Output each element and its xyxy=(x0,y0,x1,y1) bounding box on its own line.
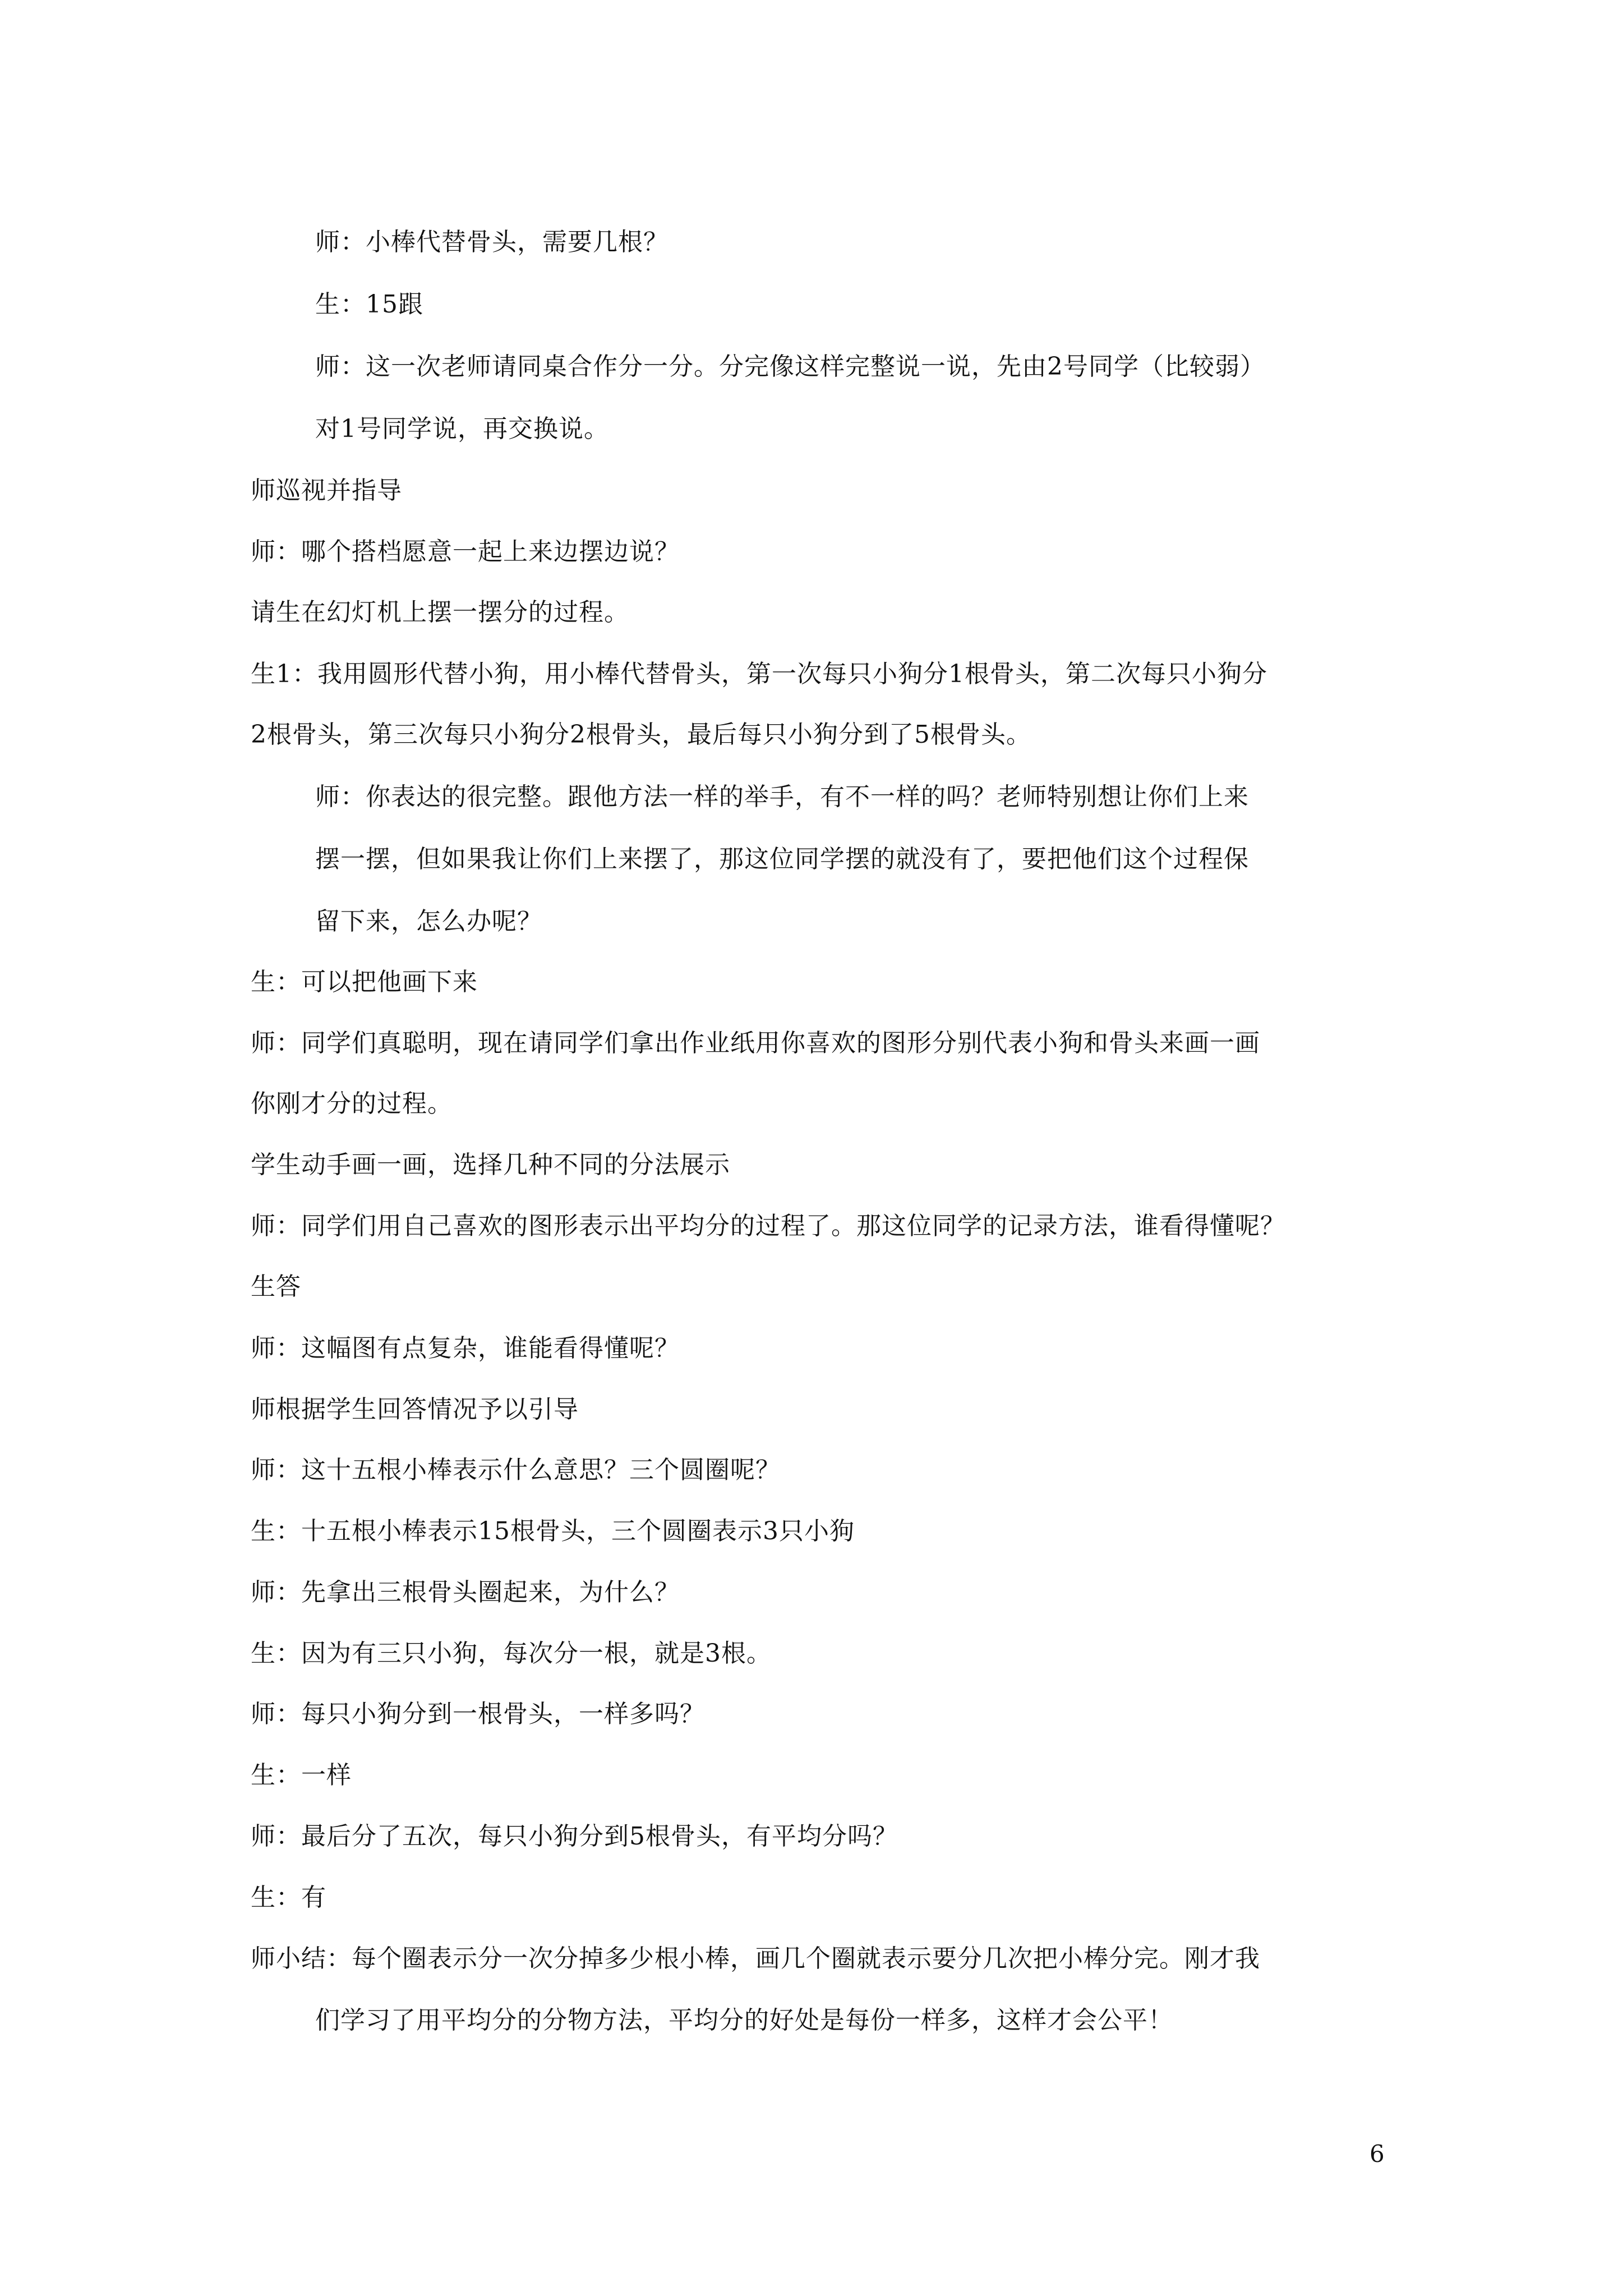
text-line: 师：这幅图有点复杂，谁能看得懂呢？ xyxy=(251,1334,680,1363)
text-line: 生1：我用圆形代替小狗，用小棒代替骨头，第一次每只小狗分1根骨头，第二次每只小狗分 xyxy=(251,660,1267,688)
text-line: 师小结：每个圈表示分一次分掉多少根小棒，画几个圈就表示要分几次把小棒分完。刚才我 xyxy=(251,1944,1260,1973)
text-line: 生：可以把他画下来 xyxy=(251,968,478,996)
text-line: 师：小棒代替骨头，需要几根？ xyxy=(315,228,668,256)
text-line: 生：一样 xyxy=(251,1761,352,1789)
text-line: 师：这一次老师请同桌合作分一分。分完像这样完整说一说，先由2号同学（比较弱） xyxy=(315,352,1265,381)
text-line: 师：最后分了五次，每只小狗分到5根骨头，有平均分吗？ xyxy=(251,1822,898,1851)
text-line: 请生在幻灯机上摆一摆分的过程。 xyxy=(251,598,629,627)
text-line: 师：这十五根小棒表示什么意思？三个圆圈呢？ xyxy=(251,1456,781,1484)
text-line: 留下来，怎么办呢？ xyxy=(315,907,542,936)
page-number: 6 xyxy=(1370,2140,1385,2168)
text-line: 2根骨头，第三次每只小狗分2根骨头，最后每只小狗分到了5根骨头。 xyxy=(251,720,1031,749)
text-line: 学生动手画一画，选择几种不同的分法展示 xyxy=(251,1151,730,1179)
text-line: 师：先拿出三根骨头圈起来，为什么？ xyxy=(251,1578,680,1607)
text-line: 师：哪个搭档愿意一起上来边摆边说？ xyxy=(251,537,680,566)
text-line: 生：有 xyxy=(251,1883,326,1912)
text-line: 师：你表达的很完整。跟他方法一样的举手，有不一样的吗？老师特别想让你们上来 xyxy=(315,783,1249,811)
text-line: 们学习了用平均分的分物方法，平均分的好处是每份一样多，这样才会公平！ xyxy=(315,2006,1173,2035)
text-line: 生答 xyxy=(251,1272,301,1301)
text-line: 对1号同学说，再交换说。 xyxy=(315,415,609,443)
text-line: 生：十五根小棒表示15根骨头，三个圆圈表示3只小狗 xyxy=(251,1517,855,1545)
text-line: 师：每只小狗分到一根骨头，一样多吗？ xyxy=(251,1700,705,1728)
text-line: 师巡视并指导 xyxy=(251,476,402,505)
text-line: 师：同学们用自己喜欢的图形表示出平均分的过程了。那这位同学的记录方法，谁看得懂呢？ xyxy=(251,1212,1285,1240)
text-line: 师根据学生回答情况予以引导 xyxy=(251,1395,579,1424)
text-line: 你刚才分的过程。 xyxy=(251,1089,453,1118)
text-line: 师：同学们真聪明，现在请同学们拿出作业纸用你喜欢的图形分别代表小狗和骨头来画一画 xyxy=(251,1029,1260,1057)
text-line: 摆一摆，但如果我让你们上来摆了，那这位同学摆的就没有了，要把他们这个过程保 xyxy=(315,845,1249,873)
text-line: 生：因为有三只小狗，每次分一根，就是3根。 xyxy=(251,1639,772,1668)
text-line: 生：15跟 xyxy=(315,290,423,319)
